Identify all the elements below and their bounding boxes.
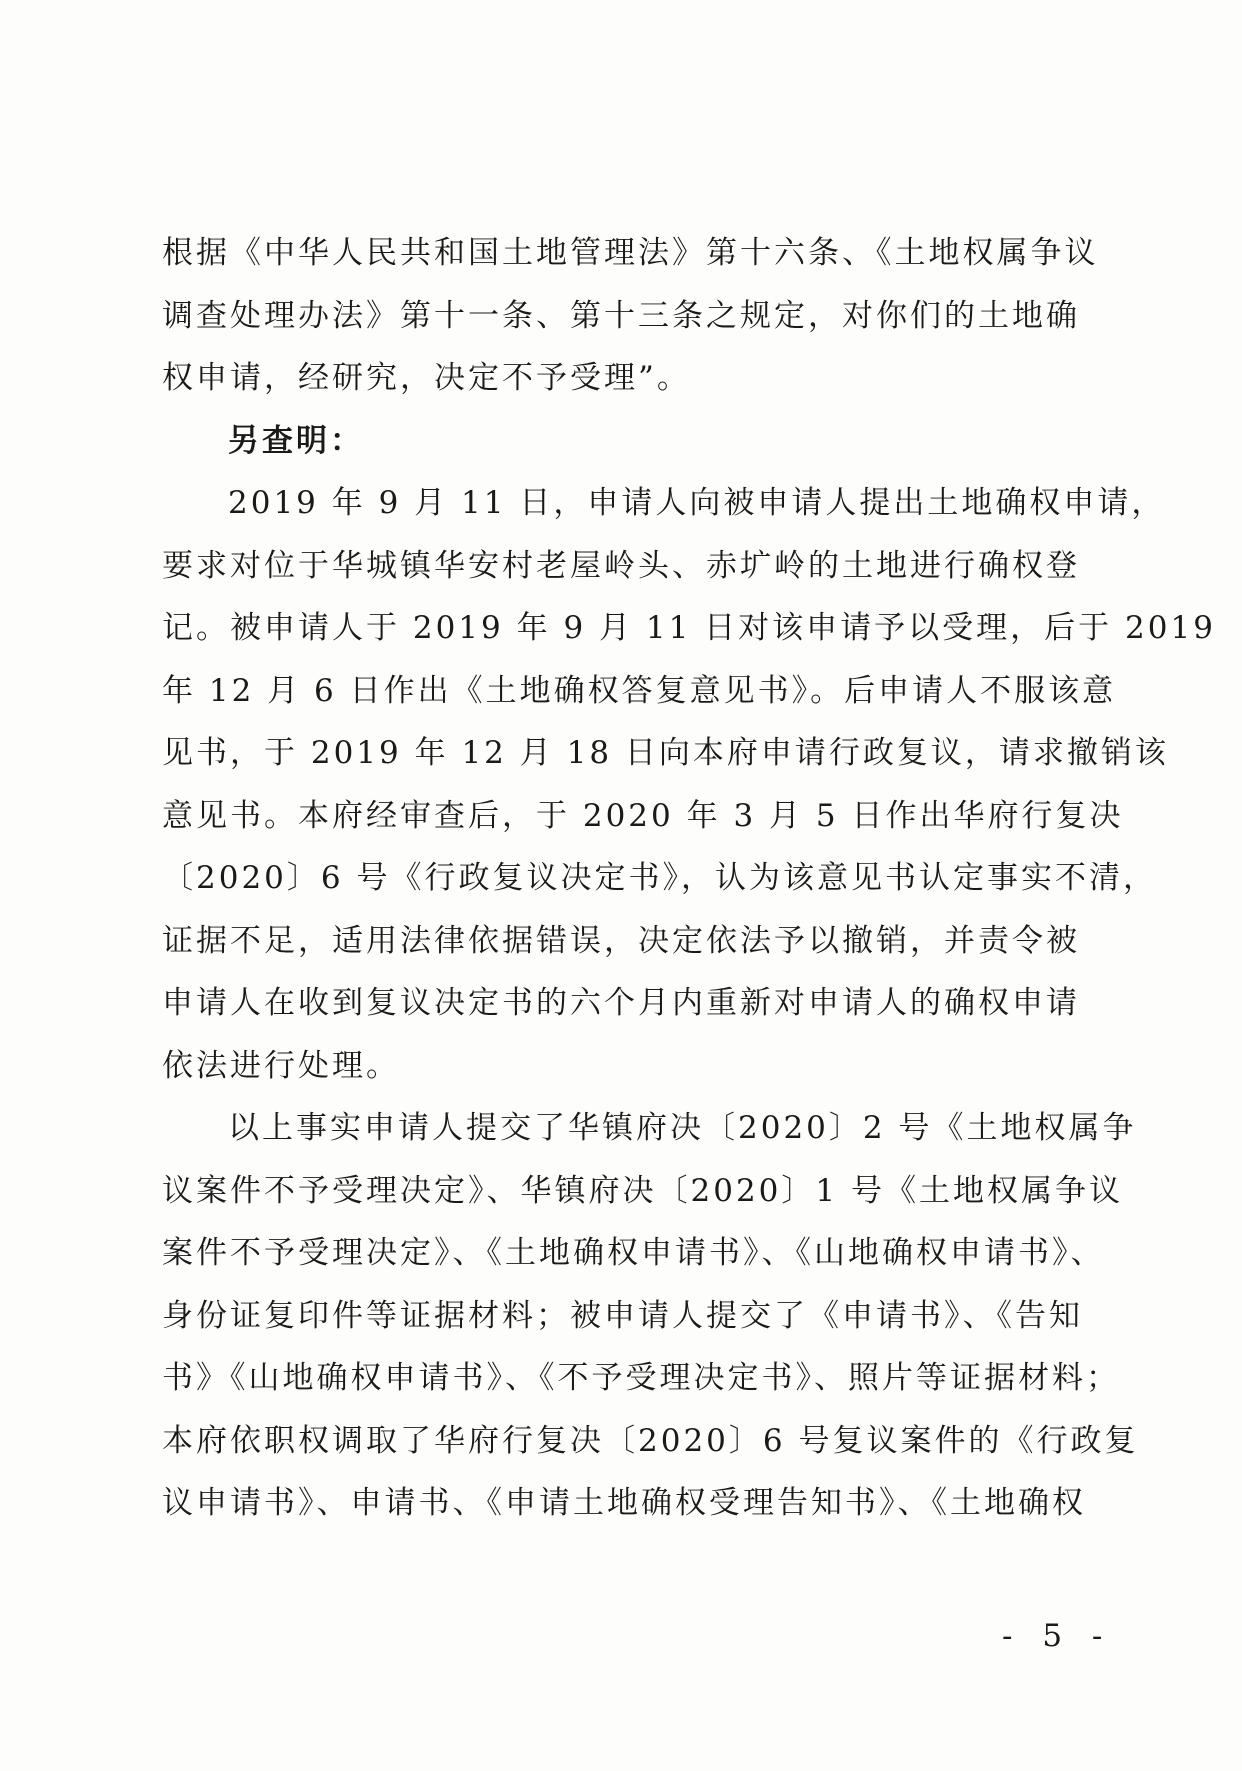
- section-heading: 另查明：: [228, 422, 364, 459]
- text-line: 〔2020〕6 号《行政复议决定书》，认为该意见书认定事实不清，: [162, 860, 1157, 896]
- text-line: 议案件不予受理决定》、华镇府决〔2020〕1 号《土地权属争议: [162, 1172, 1123, 1209]
- text-line: 调查处理办法》第十一条、第十三条之规定，对你们的土地确: [162, 297, 1080, 334]
- text-line: 本府依职权调取了华府行复决〔2020〕6 号复议案件的《行政复: [162, 1422, 1139, 1459]
- text-line: 申请人在收到复议决定书的六个月内重新对申请人的确权申请: [162, 985, 1080, 1021]
- document-body: [162, 222, 1216, 1535]
- page-number: - 5 -: [1002, 1618, 1113, 1654]
- text-line: 证据不足，适用法律依据错误，决定依法予以撤销，并责令被: [162, 922, 1080, 959]
- text-line: 身份证复印件等证据材料；被申请人提交了《申请书》、《告知: [162, 1297, 1083, 1334]
- text-line: 权申请，经研究，决定不予受理”。: [162, 360, 691, 396]
- text-line: 依法进行处理。: [162, 1047, 400, 1084]
- text-line: 2019 年 9 月 11 日，申请人向被申请人提出土地确权申请，: [228, 485, 1166, 521]
- text-line: 要求对位于华城镇华安村老屋岭头、赤圹岭的土地进行确权登: [162, 547, 1080, 584]
- text-line: 书》《山地确权申请书》、《不予受理决定书》、照片等证据材料；: [162, 1360, 1120, 1396]
- text-line: 记。被申请人于 2019 年 9 月 11 日对该申请予以受理，后于 2019: [162, 610, 1216, 646]
- text-line: 案件不予受理决定》、《土地确权申请书》、《山地确权申请书》、: [162, 1235, 1105, 1271]
- text-line: 议申请书》、申请书、《申请土地确权受理告知书》、《土地确权: [162, 1485, 1086, 1521]
- text-line: 意见书。本府经审查后，于 2020 年 3 月 5 日作出华府行复决: [162, 797, 1124, 834]
- text-line: 以上事实申请人提交了华镇府决〔2020〕2 号《土地权属争: [228, 1110, 1137, 1146]
- text-line: 年 12 月 6 日作出《土地确权答复意见书》。后申请人不服该意: [162, 672, 1117, 709]
- text-line: 见书，于 2019 年 12 月 18 日向本府申请行政复议，请求撤销该: [162, 735, 1169, 771]
- text-line: 根据《中华人民共和国土地管理法》第十六条、《土地权属争议: [162, 235, 1099, 271]
